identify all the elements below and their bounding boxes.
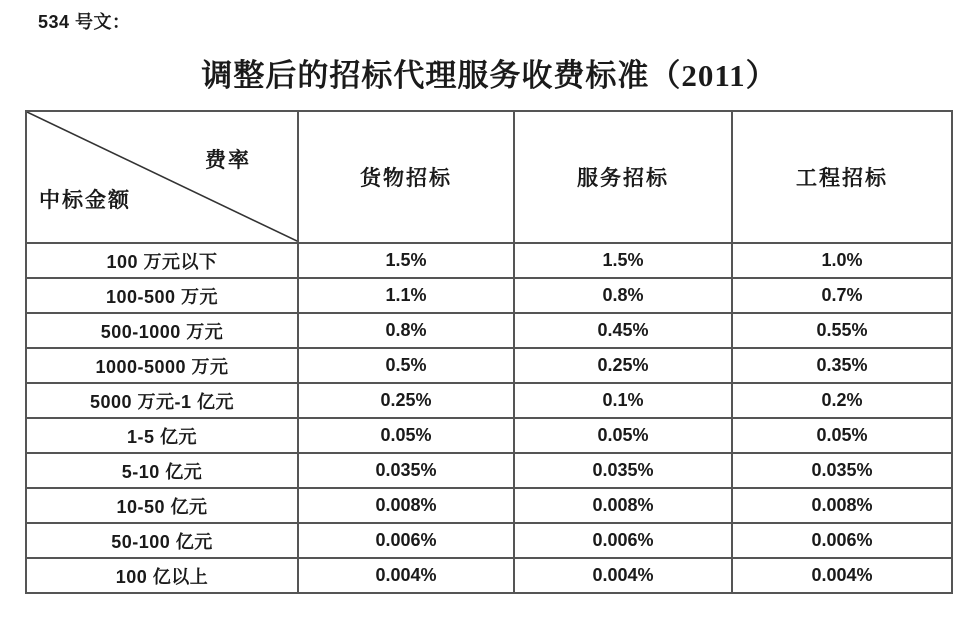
table-row <box>26 453 952 488</box>
rate-cell: 0.25% <box>514 348 732 383</box>
rate-cell: 0.2% <box>732 383 952 418</box>
table-row <box>26 558 952 593</box>
rate-cell: 0.004% <box>298 558 514 593</box>
amount-range-cell: 1-5 亿元 <box>26 418 298 453</box>
rate-cell: 1.1% <box>298 278 514 313</box>
rate-cell: 0.008% <box>298 488 514 523</box>
table-row <box>26 523 952 558</box>
corner-label-rate: 费率 <box>205 148 251 172</box>
rate-cell: 0.05% <box>732 418 952 453</box>
amount-range-cell: 50-100 亿元 <box>26 523 298 558</box>
rate-cell: 0.25% <box>298 383 514 418</box>
amount-range-cell: 5000 万元-1 亿元 <box>26 383 298 418</box>
rate-cell: 0.7% <box>732 278 952 313</box>
column-header-goods: 货物招标 <box>298 111 514 243</box>
diagonal-corner-cell <box>26 111 298 243</box>
rate-cell: 0.004% <box>514 558 732 593</box>
column-header-works: 工程招标 <box>732 111 952 243</box>
rate-cell: 0.35% <box>732 348 952 383</box>
table-row <box>26 418 952 453</box>
rate-cell: 0.8% <box>298 313 514 348</box>
rate-cell: 0.035% <box>298 453 514 488</box>
amount-range-cell: 10-50 亿元 <box>26 488 298 523</box>
rate-cell: 1.5% <box>514 243 732 278</box>
document-number-label: 534 号文： <box>38 12 131 32</box>
rate-cell: 0.05% <box>514 418 732 453</box>
corner-label-amount: 中标金额 <box>39 188 131 212</box>
amount-range-cell: 1000-5000 万元 <box>26 348 298 383</box>
table-row <box>26 488 952 523</box>
table-row <box>26 243 952 278</box>
table-header-row <box>26 111 952 243</box>
amount-range-cell: 100-500 万元 <box>26 278 298 313</box>
rate-cell: 0.006% <box>514 523 732 558</box>
table-row <box>26 348 952 383</box>
amount-range-cell: 500-1000 万元 <box>26 313 298 348</box>
amount-range-cell: 5-10 亿元 <box>26 453 298 488</box>
rate-cell: 0.05% <box>298 418 514 453</box>
rate-cell: 0.004% <box>732 558 952 593</box>
diagonal-divider-line <box>27 112 298 242</box>
rate-cell: 0.006% <box>298 523 514 558</box>
page-title: 调整后的招标代理服务收费标准（2011） <box>201 58 778 93</box>
rate-cell: 0.035% <box>514 453 732 488</box>
amount-range-cell: 100 万元以下 <box>26 243 298 278</box>
table-row <box>26 383 952 418</box>
rate-cell: 1.0% <box>732 243 952 278</box>
amount-range-cell: 100 亿以上 <box>26 558 298 593</box>
table-row <box>26 313 952 348</box>
column-header-service: 服务招标 <box>514 111 732 243</box>
fee-rate-table <box>25 110 953 594</box>
rate-cell: 1.5% <box>298 243 514 278</box>
rate-cell: 0.035% <box>732 453 952 488</box>
rate-cell: 0.008% <box>514 488 732 523</box>
rate-cell: 0.45% <box>514 313 732 348</box>
rate-cell: 0.008% <box>732 488 952 523</box>
table-row <box>26 278 952 313</box>
rate-cell: 0.55% <box>732 313 952 348</box>
rate-cell: 0.8% <box>514 278 732 313</box>
rate-cell: 0.5% <box>298 348 514 383</box>
rate-cell: 0.006% <box>732 523 952 558</box>
rate-cell: 0.1% <box>514 383 732 418</box>
